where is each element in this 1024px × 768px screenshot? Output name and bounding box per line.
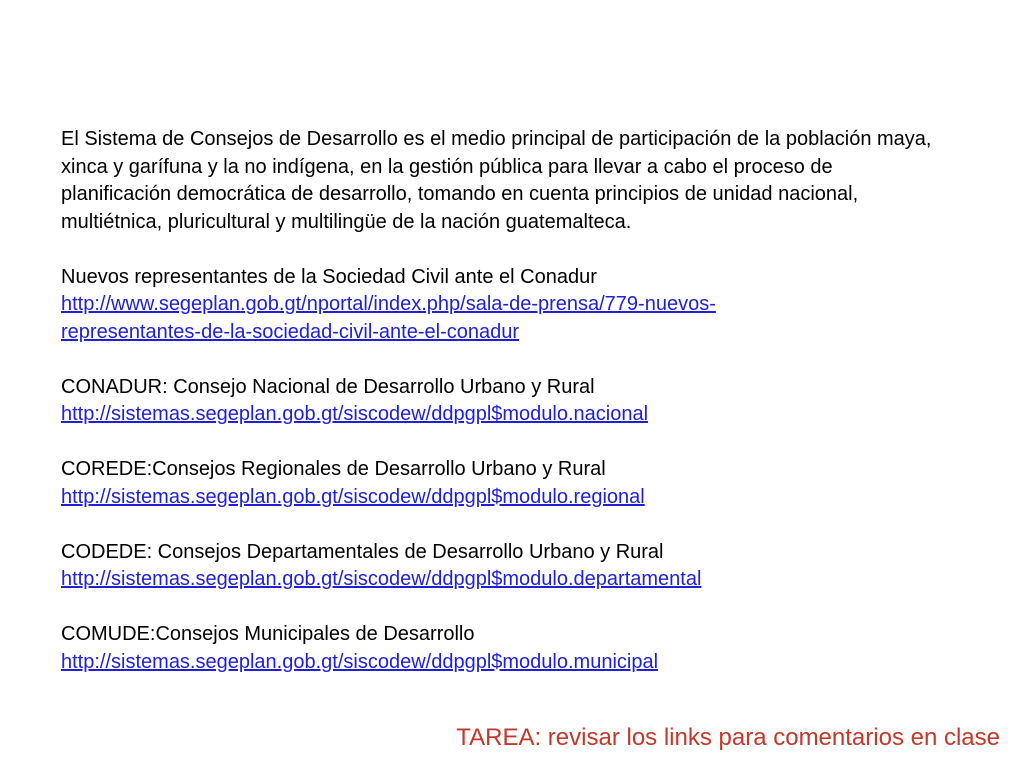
section-title: CODEDE: Consejos Departamentales de Desarrollo Urbano y Rural bbox=[61, 540, 664, 563]
spacer bbox=[61, 236, 941, 264]
link-modulo-municipal[interactable]: http://sistemas.segeplan.gob.gt/siscodew/ddpgpl$modulo.municipal bbox=[61, 650, 659, 673]
slide-content bbox=[61, 126, 941, 676]
link-modulo-departamental[interactable]: http://sistemas.segeplan.gob.gt/siscodew/ddpgpl$modulo.departamental bbox=[61, 568, 702, 590]
section-corede bbox=[61, 456, 941, 511]
section-conadur bbox=[61, 374, 941, 429]
spacer bbox=[61, 429, 941, 457]
spacer bbox=[61, 594, 941, 622]
link-text-line-1[interactable]: http://www.segeplan.gob.gt/nportal/index.php/sala-de-prensa/779-nuevos- bbox=[61, 293, 716, 315]
section-title: COREDE:Consejos Regionales de Desarrollo Urbano y Rural bbox=[61, 458, 606, 480]
spacer bbox=[61, 511, 941, 539]
section-title: COMUDE:Consejos Municipales de Desarrollo bbox=[61, 623, 475, 645]
section-conadur-news bbox=[61, 264, 941, 347]
intro-paragraph: El Sistema de Consejos de Desarrollo es el medio principal de participación de la población maya, xinca y garífuna y la no indígena, en la gestión pública para llevar a cabo el proceso de planificación democrática de desarrollo, tomando en cuenta principios de unidad nacional, multiétnica, pluricultural y multilingüe de la nación guatemalteca. bbox=[61, 128, 932, 233]
section-codede bbox=[61, 539, 941, 594]
link-conadur-news[interactable] bbox=[61, 291, 941, 346]
section-comude bbox=[61, 621, 941, 676]
section-title: CONADUR: Consejo Nacional de Desarrollo Urbano y Rural bbox=[61, 375, 595, 398]
task-note: TAREA: revisar los links para comentarios en clase bbox=[456, 724, 1000, 751]
link-modulo-nacional[interactable]: http://sistemas.segeplan.gob.gt/siscodew/ddpgpl$modulo.nacional bbox=[61, 403, 649, 425]
section-title: Nuevos representantes de la Sociedad Civil ante el Conadur bbox=[61, 265, 597, 288]
spacer bbox=[61, 346, 941, 374]
link-text-line-2[interactable]: representantes-de-la-sociedad-civil-ante-el-conadur bbox=[61, 320, 520, 343]
link-modulo-regional[interactable]: http://sistemas.segeplan.gob.gt/siscodew/ddpgpl$modulo.regional bbox=[61, 485, 645, 508]
